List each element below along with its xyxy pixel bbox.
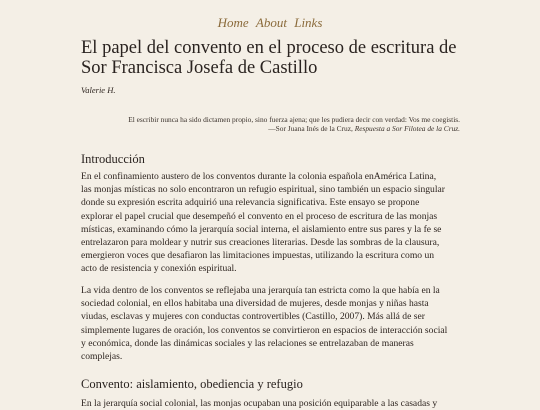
paragraph-line: En la jerarquía social colonial, las monjas ocupaban una posición equiparable a las casadas y [81, 398, 438, 409]
epigraph [81, 115, 460, 133]
epigraph-quote: El escribir nunca ha sido dictamen propio, sino fuerza ajena; que les pudiera decir con verdad: Vos me coegistis. [128, 115, 460, 124]
paragraph-line: sociedad colonial, en ellos habitaba una diversidad de mujeres, desde monjas y niñas hasta [81, 298, 429, 310]
top-nav [0, 15, 540, 31]
section-heading-convento: Convento: aislamiento, obediencia y refugio [81, 377, 303, 391]
paragraph-line: acto de resistencia y conexión espiritual. [81, 263, 237, 275]
nav-links-link[interactable]: Links [294, 15, 323, 30]
paragraph-intro-2 [81, 284, 466, 363]
epigraph-source: Respuesta a Sor Filotea de la Cruz. [354, 124, 460, 133]
nav-about-link[interactable]: About [255, 15, 287, 30]
epigraph-attribution [81, 124, 460, 133]
title-line-2: Sor Francisca Josefa de Castillo [81, 58, 318, 78]
paragraph-line: las monjas místicas no solo encontraron un refugio espiritual, sino también un espacio singular [81, 184, 445, 196]
page-title [81, 38, 481, 78]
title-line-1: El papel del convento en el proceso de escritura de [81, 38, 457, 58]
paragraph-line: donde su expresión escrita adquirió una relevancia significativa. Este ensayo se propone [81, 197, 420, 209]
paragraph-line: entrelazaron para moldear y nutrir sus creaciones literarias. Desde las sombras de la clausura, [81, 237, 440, 249]
paragraph-line: complejas. [81, 351, 123, 363]
paragraph-line: y económica, donde las dinámicas sociales y las relaciones se entrelazaban de maneras [81, 337, 414, 349]
paragraph-convento-1 [81, 397, 466, 410]
author-name: Valerie H. [81, 85, 116, 95]
paragraph-line: En el confinamiento austero de los conventos durante la colonia española enAmérica Latina, [81, 171, 437, 182]
paragraph-line: La vida dentro de los conventos se reflejaba una jerarquía tan estricta como la que había en la [81, 285, 440, 296]
paragraph-intro-1 [81, 170, 466, 276]
section-heading-introduccion: Introducción [81, 152, 145, 166]
paragraph-line: explorar el papel crucial que desempeñó el convento en el proceso de escritura de las monjas [81, 210, 438, 222]
nav-home-link[interactable]: Home [217, 15, 249, 30]
paragraph-line: místicas, examinando cómo la jerarquía social interna, el aislamiento entre sus pares y la fe se [81, 223, 442, 235]
epigraph-author: —Sor Juana Inés de la Cruz, [268, 124, 353, 133]
paragraph-line: simplemente lugares de oración, los conventos se convirtieron en espacios de interacción social [81, 324, 448, 336]
paragraph-line: viudas, esclavas y mujeres con conductas controvertibles (Castillo, 2007). Más allá de ser [81, 311, 425, 323]
paragraph-line: emergieron voces que desafiaron las limitaciones impuestas, utilizando la escritura como un [81, 250, 435, 262]
